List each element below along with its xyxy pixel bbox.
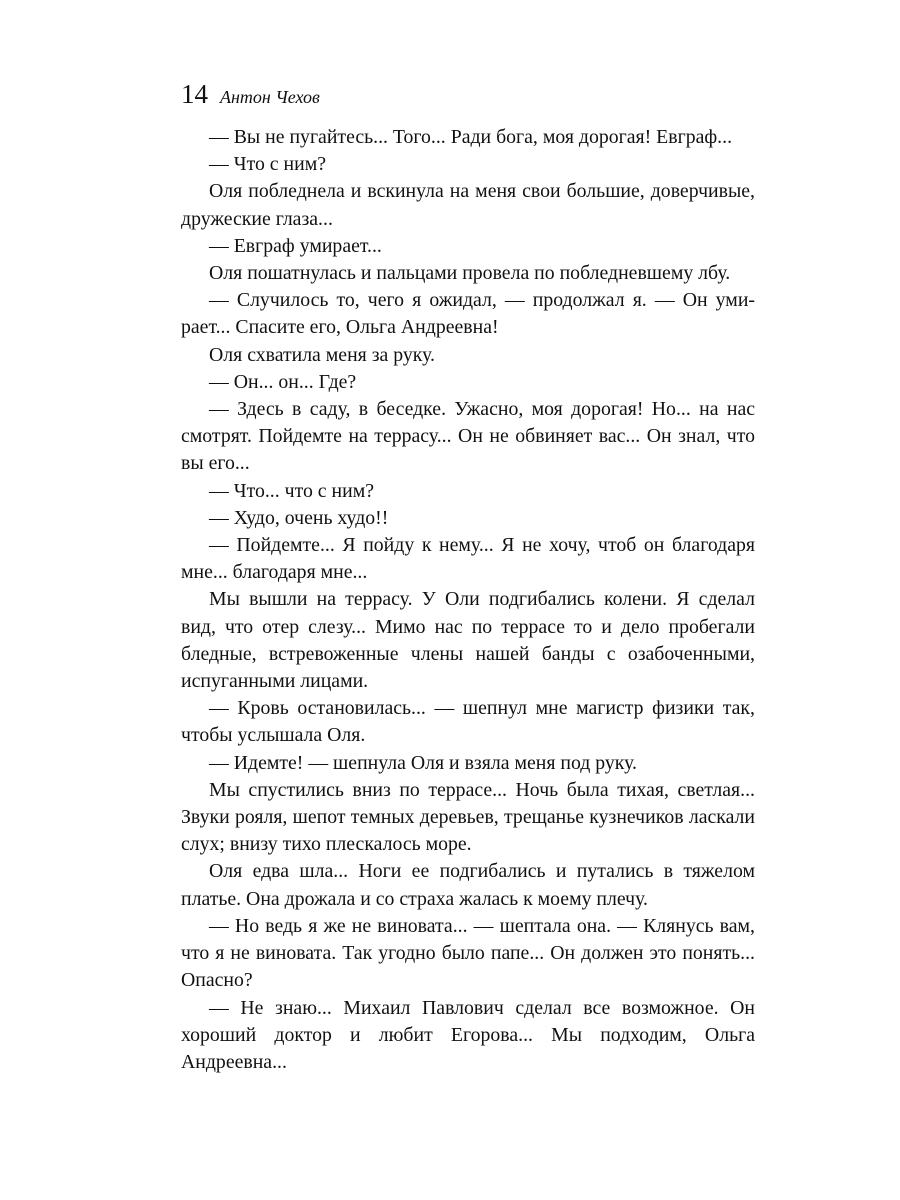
page-number: 14 (181, 79, 208, 109)
paragraph: — Что с ним? (209, 153, 326, 176)
paragraph: Оля пошатнулась и пальцами провела по побледневшему лбу. (209, 262, 731, 285)
paragraph: Оля побледнела и вскинула на меня свои большие, доверчивые, дружеские глаза... (181, 180, 755, 230)
paragraph: Мы вышли на террасу. У Оли подгибались колени. Я сделал вид, что отер слезу... Мимо нас по террасе то и дело пробегали бледные, встревоженные члены нашей банды с озабоченными, испуганными лицами. (181, 588, 755, 693)
paragraph: — Идемте! — шепнула Оля и взяла меня под руку. (209, 751, 637, 774)
body-text (181, 124, 755, 1076)
paragraph: Оля схватила меня за руку. (209, 343, 435, 366)
paragraph: — Что... что с ним? (209, 479, 375, 502)
paragraph: — Здесь в саду, в беседке. Ужасно, моя дорогая! Но... на нас смотрят. Пойдемте на террасу... Он не обвиняет вас... Он знал, что вы его... (181, 398, 755, 475)
paragraph: — Случилось то, чего я ожидал, — продолжал я. — Он умирает... Спасите его, Ольга Андреевна! (181, 289, 755, 339)
paragraph: Оля едва шла... Ноги ее подгибались и путались в тяжелом платье. Она дрожала и со страха жалась к моему плечу. (181, 860, 755, 910)
paragraph: — Худо, очень худо!! (209, 506, 389, 529)
paragraph: — Вы не пугайтесь... Того... Ради бога, моя дорогая! Евграф... (209, 126, 733, 148)
paragraph: — Не знаю... Михаил Павлович сделал все возможное. Он хороший доктор и любит Егорова... Мы подходим, Ольга Андреевна... (181, 996, 755, 1073)
paragraph: — Кровь остановилась... — шепнул мне магистр физики так, чтобы услышала Оля. (181, 697, 755, 747)
running-head (181, 74, 320, 114)
paragraph: — Он... он... Где? (209, 370, 357, 393)
running-head-author: Антон Чехов (220, 87, 320, 107)
paragraph: — Пойдемте... Я пойду к нему... Я не хочу, чтоб он благодаря мне... благодаря мне... (181, 534, 755, 584)
paragraph: Мы спустились вниз по террасе... Ночь была тихая, светлая... Звуки рояля, шепот темных деревьев, трещанье кузнечиков ласкали слух; внизу тихо плескалось море. (181, 778, 755, 856)
paragraph: — Евграф умирает... (209, 234, 382, 257)
paragraph: — Но ведь я же не виновата... — шептала она. — Клянусь вам, что я не виновата. Так угодно было папе... Он должен это понять... Опасно? (181, 914, 755, 992)
